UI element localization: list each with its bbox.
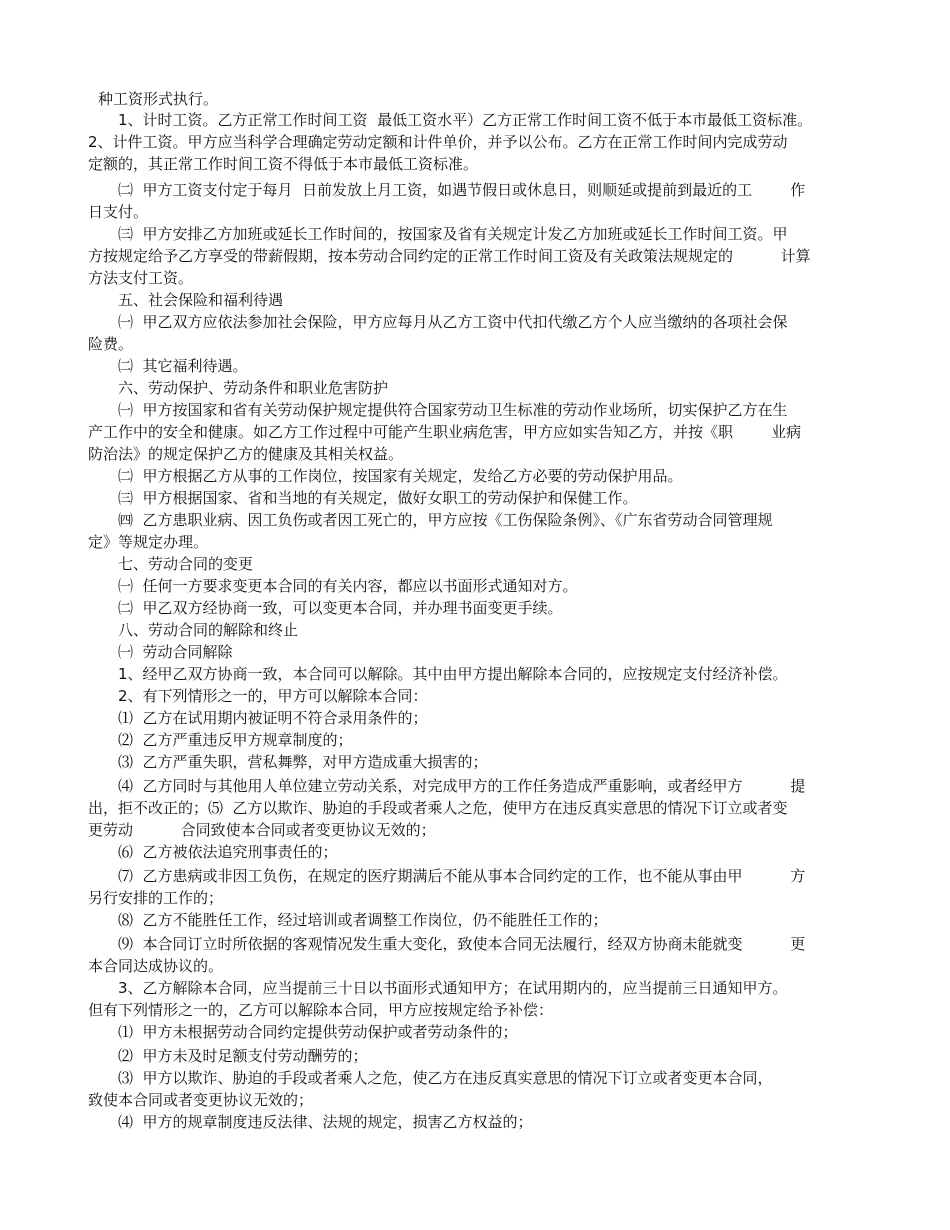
section-heading: 五、社会保险和福利待遇 (118, 291, 284, 309)
text-line: ㈢ 甲方根据国家、省和当地的有关规定，做好女职工的劳动保护和保健工作。 (118, 489, 638, 507)
text-line: ㈡ 甲乙双方经协商一致，可以变更本合同，并办理书面变更手续。 (118, 599, 563, 617)
text-line: ㈠ 甲乙双方应依法参加社会保险，甲方应每月从乙方工资中代扣代缴乙方个人应当缴纳的各项社会保 (118, 313, 788, 331)
text-line: ㈡ 甲方根据乙方从事的工作岗位，按国家有关规定，发给乙方必要的劳动保护用品。 (118, 467, 683, 485)
text-line: ⑵ 甲方未及时足额支付劳动酬劳的； (118, 1047, 368, 1065)
text-line: ⑵ 乙方严重违反甲方规章制度的； (118, 731, 353, 749)
text-line: 防治法》的规定保护乙方的健康及其相关权益。 (88, 445, 404, 463)
text-line: 险费。 (88, 335, 134, 353)
text-line: ⑺ 乙方患病或非因工负伤，在规定的医疗期满后不能从事本合同约定的工作，也不能从事由甲 方 (118, 867, 806, 885)
text-line: 更劳动 合同致使本合同或者变更协议无效的； (88, 821, 436, 839)
text-line: 定》等规定办理。 (88, 533, 209, 551)
text-line: 致使本合同或者变更协议无效的； (88, 1091, 314, 1109)
text-line: ㈢ 甲方安排乙方加班或延长工作时间的，按国家及省有关规定计发乙方加班或延长工作时间工资。甲 (118, 225, 788, 243)
text-line: ⑴ 乙方在试用期内被证明不符合录用条件的； (118, 709, 428, 727)
text-line: 2、有下列情形之一的，甲方可以解除本合同： (118, 687, 428, 705)
text-line: ⑷ 甲方的规章制度违反法律、法规的规定，损害乙方权益的； (118, 1113, 533, 1131)
text-line: 1、计时工资。乙方正常工作时间工资 最低工资水平）乙方正常工作时间工资不低于本市最低工资标准。 (118, 111, 813, 129)
section-heading: 七、劳动合同的变更 (118, 555, 254, 573)
text-line: 方按规定给予乙方享受的带薪假期，按本劳动合同约定的正常工作时间工资及有关政策法规规定的 计算 (88, 247, 811, 265)
text-line: ㈠ 劳动合同解除 (118, 643, 233, 661)
text-line: ㈡ 甲方工资支付定于每月 日前发放上月工资，如遇节假日或休息日，则顺延或提前到最近的工 作 (118, 181, 806, 199)
text-line: ㈡ 其它福利待遇。 (118, 357, 248, 375)
text-line: 定额的，其正常工作时间工资不得低于本市最低工资标准。 (88, 155, 479, 173)
text-line: ⑻ 乙方不能胜任工作，经过培训或者调整工作岗位，仍不能胜任工作的； (118, 911, 608, 929)
text-line: ⑶ 乙方严重失职，营私舞弊，对甲方造成重大损害的； (118, 753, 488, 771)
section-heading: 六、劳动保护、劳动条件和职业危害防护 (118, 379, 389, 397)
section-heading: 八、劳动合同的解除和终止 (118, 621, 299, 639)
text-line: 方法支付工资。 (88, 269, 194, 287)
text-line: ⑷ 乙方同时与其他用人单位建立劳动关系，对完成甲方的工作任务造成严重影响，或者经甲方 提 (118, 777, 806, 795)
text-line: 另行安排的工作的； (88, 889, 224, 907)
text-line: 1、经甲乙双方协商一致，本合同可以解除。其中由甲方提出解除本合同的，应按规定支付经济补偿。 (118, 665, 788, 683)
text-line: 日支付。 (88, 203, 149, 221)
text-line: 出，拒不改正的；⑸ 乙方以欺诈、胁迫的手段或者乘人之危，使甲方在违反真实意思的情况下订立或者变 (88, 799, 788, 817)
text-line: ⑶ 甲方以欺诈、胁迫的手段或者乘人之危，使乙方在违反真实意思的情况下订立或者变更本合同， (118, 1069, 773, 1087)
text-line: 产工作中的安全和健康。如乙方工作过程中可能产生职业病危害，甲方应如实告知乙方，并按《职 业病 (88, 423, 802, 441)
text-line: ⑼ 本合同订立时所依据的客观情况发生重大变化，致使本合同无法履行，经双方协商未能就变 更 (118, 935, 806, 953)
text-line: 2、计件工资。甲方应当科学合理确定劳动定额和计件单价，并予以公布。乙方在正常工作时间内完成劳动 (88, 133, 788, 151)
text-line: 本合同达成协议的。 (88, 957, 224, 975)
text-line: 但有下列情形之一的，乙方可以解除本合同，甲方应按规定给予补偿： (88, 1001, 554, 1019)
text-line: ㈣ 乙方患职业病、因工负伤或者因工死亡的，甲方应按《工伤保险条例》、《广东省劳动合同管理规 (118, 511, 773, 529)
text-line: ㈠ 甲方按国家和省有关劳动保护规定提供符合国家劳动卫生标准的劳动作业场所，切实保护乙方在生 (118, 401, 788, 419)
text-line: ㈠ 任何一方要求变更本合同的有关内容，都应以书面形式通知对方。 (118, 577, 578, 595)
text-line: ⑴ 甲方未根据劳动合同约定提供劳动保护或者劳动条件的； (118, 1023, 518, 1041)
text-line: 种工资形式执行。 (98, 90, 219, 108)
text-line: ⑹ 乙方被依法追究刑事责任的； (118, 843, 338, 861)
text-line: 3、乙方解除本合同，应当提前三十日以书面形式通知甲方；在试用期内的，应当提前三日通知甲方。 (118, 979, 788, 997)
